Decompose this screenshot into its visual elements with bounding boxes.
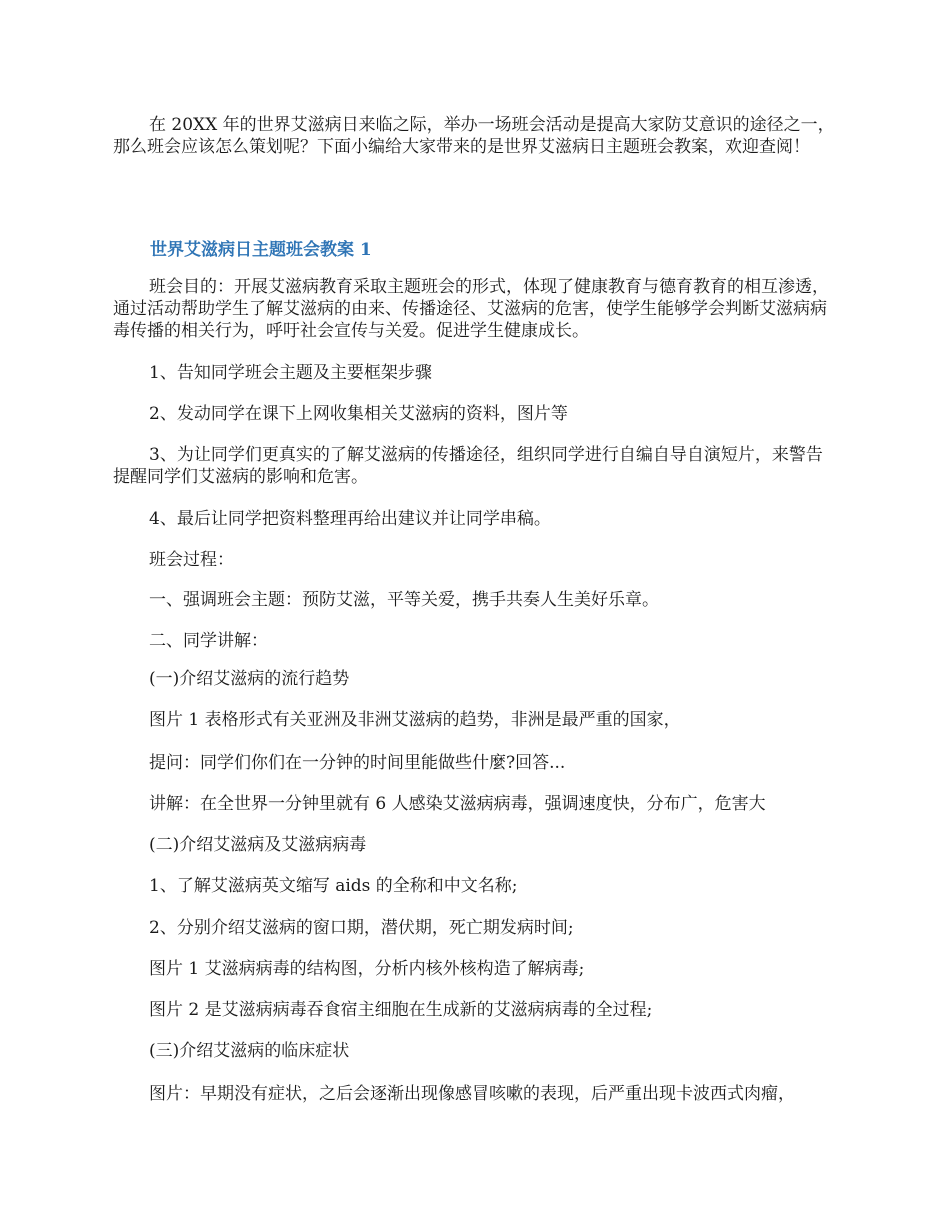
section-heading: 世界艾滋病日主题班会教案 1	[150, 240, 372, 260]
content-line: (三)介绍艾滋病的临床症状	[149, 1041, 350, 1061]
step-item: 1、告知同学班会主题及主要框架步骤	[149, 363, 432, 383]
intro-paragraph: 在 20XX 年的世界艾滋病日来临之际，举办一场班会活动是提高大家防艾意识的途径之一，那么班会应该怎么策划呢？下面小编给大家带来的是世界艾滋病日主题班会教案，欢迎查阅！	[113, 115, 835, 157]
content-line: 二、同学讲解：	[149, 631, 268, 651]
step-item: 3、为让同学们更真实的了解艾滋病的传播途径，组织同学进行自编自导自演短片，来警告提醒同学们艾滋病的影响和危害。	[113, 445, 823, 487]
content-line: 图片：早期没有症状，之后会逐渐出现像感冒咳嗽的表现，后严重出现卡波西式肉瘤，	[149, 1084, 795, 1104]
content-line: 讲解：在全世界一分钟里就有 6 人感染艾滋病病毒，强调速度快，分布广，危害大	[149, 794, 766, 814]
content-line: 图片 1 表格形式有关亚洲及非洲艾滋病的趋势，非洲是最严重的国家，	[149, 710, 681, 730]
content-line: 提问：同学们你们在一分钟的时间里能做些什麼?回答...	[149, 753, 566, 773]
content-line: 一、强调班会主题：预防艾滋，平等关爱，携手共奏人生美好乐章。	[149, 590, 659, 610]
content-line: (一)介绍艾滋病的流行趋势	[149, 669, 350, 689]
content-line: 2、分别介绍艾滋病的窗口期，潜伏期，死亡期发病时间;	[149, 918, 574, 938]
step-item: 4、最后让同学把资料整理再给出建议并让同学串稿。	[149, 509, 551, 529]
content-line: 1、了解艾滋病英文缩写 aids 的全称和中文名称;	[149, 876, 518, 896]
content-line: 图片 2 是艾滋病病毒吞食宿主细胞在生成新的艾滋病病毒的全过程;	[149, 1000, 653, 1020]
content-line: (二)介绍艾滋病及艾滋病病毒	[149, 835, 367, 855]
content-line: 图片 1 艾滋病病毒的结构图，分析内核外核构造了解病毒;	[149, 959, 585, 979]
purpose-paragraph: 班会目的：开展艾滋病教育采取主题班会的形式，体现了健康教育与德育教育的相互渗透，通过活动帮助学生了解艾滋病的由来、传播途径、艾滋病的危害，使学生能够学会判断艾滋病病毒传播的相关行为，呼吁社会宣传与关爱。促进学生健康成长。	[113, 277, 829, 341]
process-label: 班会过程：	[149, 550, 234, 570]
step-item: 2、发动同学在课下上网收集相关艾滋病的资料，图片等	[149, 404, 568, 424]
